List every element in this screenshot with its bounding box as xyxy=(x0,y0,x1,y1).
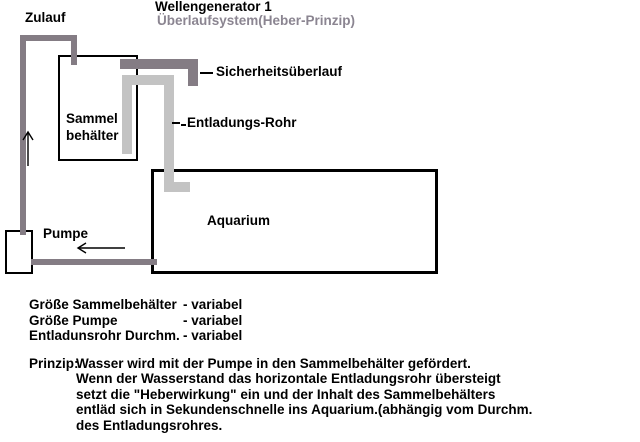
entladungsrohr-label: Entladungs-Rohr xyxy=(187,115,297,130)
principle-line-4: entläd sich in Sekundenschnelle ins Aquarium.(abhängig vom Durchm. xyxy=(76,402,533,418)
spec-row-pumpe xyxy=(29,313,242,329)
entladungsrohr-connector-line xyxy=(172,122,180,124)
flow-left-arrow-icon xyxy=(74,242,128,261)
spec-row-sammelbehaelter xyxy=(29,297,242,313)
pumpe-box xyxy=(5,230,33,274)
entladungsrohr-outlet-foot xyxy=(164,182,190,192)
zulauf-pipe-inlet-stub xyxy=(71,35,77,65)
principle-line-5: des Entladungsrohres. xyxy=(76,417,223,433)
flow-up-arrow-icon xyxy=(21,128,35,173)
page-subtitle: Überlaufsystem(Heber-Prinzip) xyxy=(157,13,356,28)
page-title: Wellengenerator 1 xyxy=(155,0,272,14)
sammelbehaelter-label xyxy=(66,111,119,144)
entladungsrohr-right-leg xyxy=(164,75,174,192)
entladungsrohr-connector-line2 xyxy=(181,124,186,126)
principle-prefix: Prinzip: xyxy=(29,356,79,371)
specs-list xyxy=(29,297,242,344)
spec-name: Entladunsrohr Durchm. xyxy=(29,328,180,343)
zulauf-label: Zulauf xyxy=(25,10,66,25)
sammelbehaelter-label-line2: behälter xyxy=(66,127,119,143)
pumpe-label: Pumpe xyxy=(43,226,89,241)
principle-line-1-text: Wasser wird mit der Pumpe in den Sammelbehälter gefördert. xyxy=(76,356,471,371)
principle-text xyxy=(29,356,532,433)
sicherheitsueberlauf-pipe-horizontal xyxy=(120,59,198,69)
entladungsrohr-left-leg xyxy=(122,75,132,154)
spec-value: - variabel xyxy=(183,328,243,343)
aquarium-label: Aquarium xyxy=(207,213,271,228)
sammelbehaelter-label-line1: Sammel xyxy=(66,111,118,126)
principle-line-1 xyxy=(29,356,532,371)
zulauf-pipe-horizontal xyxy=(20,35,77,41)
sicherheitsueberlauf-connector-line xyxy=(200,72,213,74)
spec-value: - variabel xyxy=(183,312,243,328)
spec-row-entladungsrohr xyxy=(29,328,242,344)
sicherheitsueberlauf-pipe-vertical xyxy=(188,59,198,86)
aquarium-box xyxy=(151,169,438,274)
principle-line-3: setzt die "Heberwirkung" ein und der Inhalt des Sammelbehälters xyxy=(76,386,496,402)
spec-name: Größe Pumpe xyxy=(29,312,118,328)
spec-value: - variabel xyxy=(183,297,243,312)
principle-line-2: Wenn der Wasserstand das horizontale Entladungsrohr übersteigt xyxy=(76,371,501,387)
spec-name: Größe Sammelbehälter xyxy=(29,297,177,312)
sicherheitsueberlauf-label: Sicherheitsüberlauf xyxy=(216,64,343,79)
